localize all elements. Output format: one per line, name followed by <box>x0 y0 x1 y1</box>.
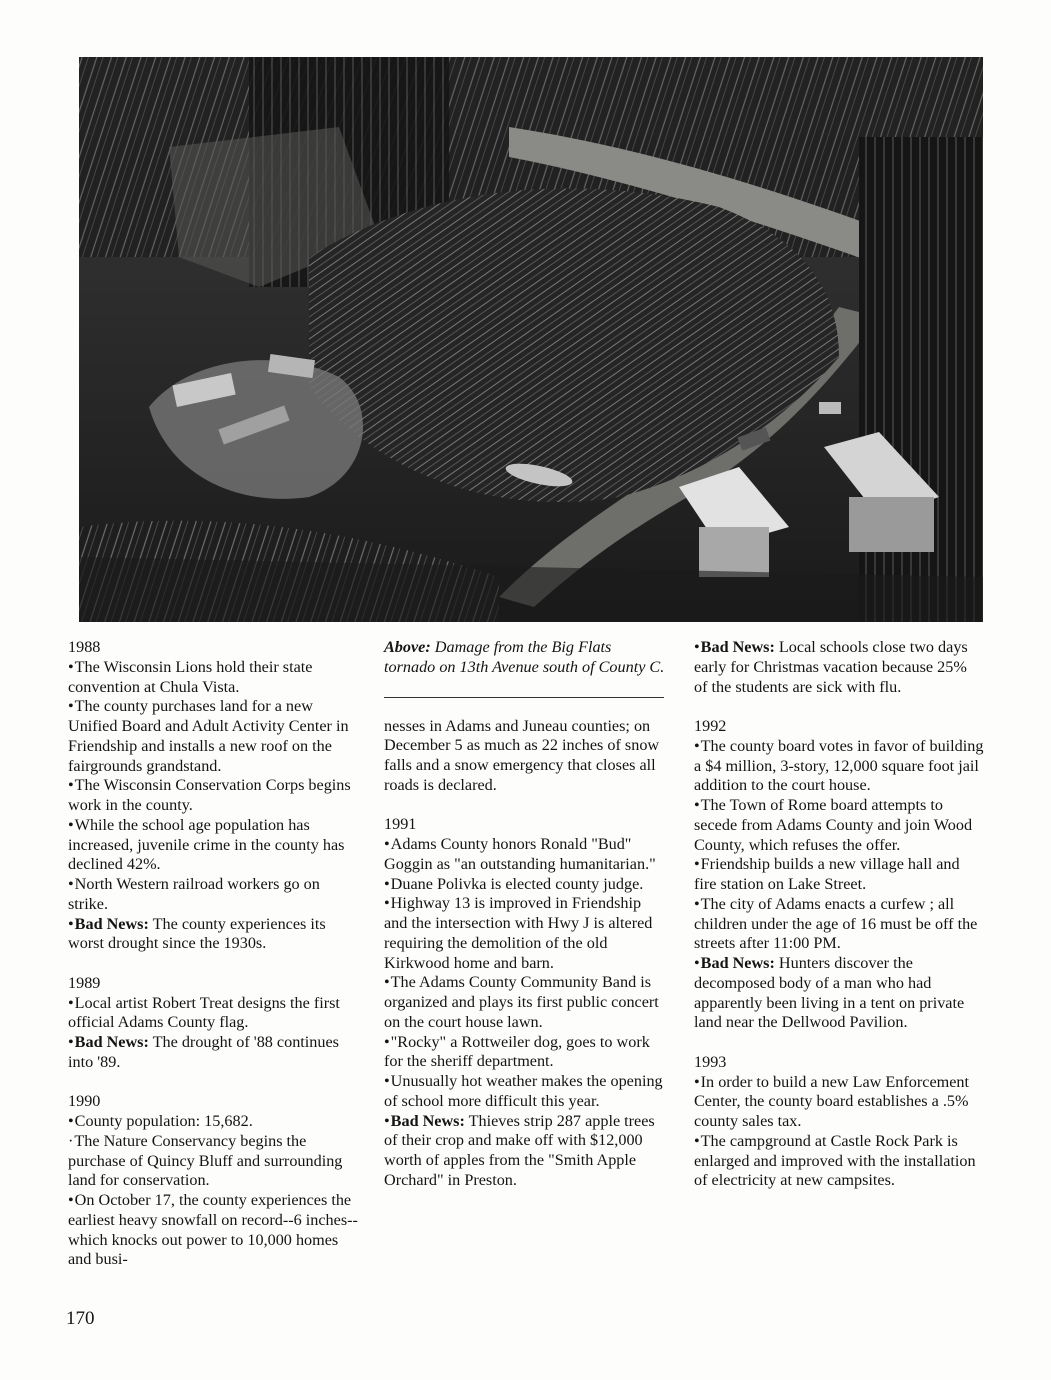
list-item: •While the school age population has increased, juvenile crime in the county has declined 42%. <box>68 815 345 874</box>
column-left <box>68 638 358 1270</box>
caption-divider <box>384 697 664 698</box>
list-item: •Adams County honors Ronald "Bud" Goggin as "an outstanding humanitarian." <box>384 835 656 873</box>
list-item: •The Wisconsin Conservation Corps begins work in the county. <box>68 776 351 814</box>
bad-news-item: •Bad News: Thieves strip 287 apple trees of their crop and make off with $12,000 worth of apples from the "Smith Apple Orchard" in Preston. <box>384 1111 655 1189</box>
year-heading-1988: 1988 <box>68 638 101 656</box>
photo-caption: Above: Damage from the Big Flats tornado on 13th Avenue south of County C. <box>384 638 665 676</box>
continued-paragraph: nesses in Adams and Juneau counties; on December 5 as much as 22 inches of snow falls and a snow emergency that closes all roads is declared. <box>384 716 660 794</box>
list-item: •In order to build a new Law Enforcement Center, the county board establishes a .5% county sales tax. <box>694 1072 970 1130</box>
list-item: •Unusually hot weather makes the opening of school more difficult this year. <box>384 1072 663 1110</box>
list-item: •The county purchases land for a new Unified Board and Adult Activity Center in Friendship and installs a new roof on the fairgrounds grandstand. <box>68 697 349 775</box>
list-item: •Duane Polivka is elected county judge. <box>384 874 644 893</box>
list-item: •Local artist Robert Treat designs the first official Adams County flag. <box>68 993 340 1032</box>
list-item: •Highway 13 is improved in Friendship and the intersection with Hwy J is altered requiring the demolition of the old Kirkwood home and barn. <box>384 894 653 972</box>
list-item: •The city of Adams enacts a curfew ; all children under the age of 16 must be off the streets after 11:00 PM. <box>694 894 978 953</box>
page-number: 170 <box>66 1308 95 1329</box>
bad-news-item: •Bad News: The drought of '88 continues into '89. <box>68 1033 339 1071</box>
year-heading-1990: 1990 <box>68 1092 101 1111</box>
year-heading-1993: 1993 <box>694 1052 727 1071</box>
column-right <box>694 638 984 1191</box>
list-item: ·The Nature Conservancy begins the purchase of Quincy Bluff and surrounding land for conservation. <box>68 1131 343 1190</box>
list-item: •On October 17, the county experiences the earliest heavy snowfall on record--6 inches--which knocks out power to 10,000 homes and busi- <box>68 1191 358 1269</box>
list-item: •The campground at Castle Rock Park is enlarged and improved with the installation of electricity at new campsites. <box>694 1131 976 1190</box>
list-item: •The Adams County Community Band is organized and plays its first public concert on the court house lawn. <box>384 973 659 1031</box>
column-middle <box>384 638 666 1191</box>
list-item: •"Rocky" a Rottweiler dog, goes to work for the sheriff department. <box>384 1032 650 1071</box>
bad-news-item: •Bad News: The county experiences its worst drought since the 1930s. <box>68 914 326 953</box>
year-heading-1992: 1992 <box>694 717 727 735</box>
tornado-damage-photo <box>79 57 983 622</box>
bad-news-item: •Bad News: Local schools close two days early for Christmas vacation because 25% of the students are sick with flu. <box>694 638 968 696</box>
bad-news-item: •Bad News: Hunters discover the decomposed body of a man who had apparently been living in a tent on private land near the Dellwood Pavilion. <box>694 954 965 1032</box>
list-item: •The county board votes in favor of building a $4 million, 3-story, 12,000 square foot jail addition to the court house. <box>694 736 984 795</box>
year-heading-1989: 1989 <box>68 973 101 992</box>
list-item: •County population: 15,682. <box>68 1112 253 1130</box>
list-item: •The Town of Rome board attempts to secede from Adams County and join Wood County, which refuses the offer. <box>694 796 973 854</box>
list-item: •North Western railroad workers go on strike. <box>68 875 320 913</box>
list-item: •The Wisconsin Lions hold their state convention at Chula Vista. <box>68 657 313 696</box>
year-heading-1991: 1991 <box>384 815 417 834</box>
list-item: •Friendship builds a new village hall and fire station on Lake Street. <box>694 855 960 893</box>
photo-illustration <box>79 57 983 622</box>
